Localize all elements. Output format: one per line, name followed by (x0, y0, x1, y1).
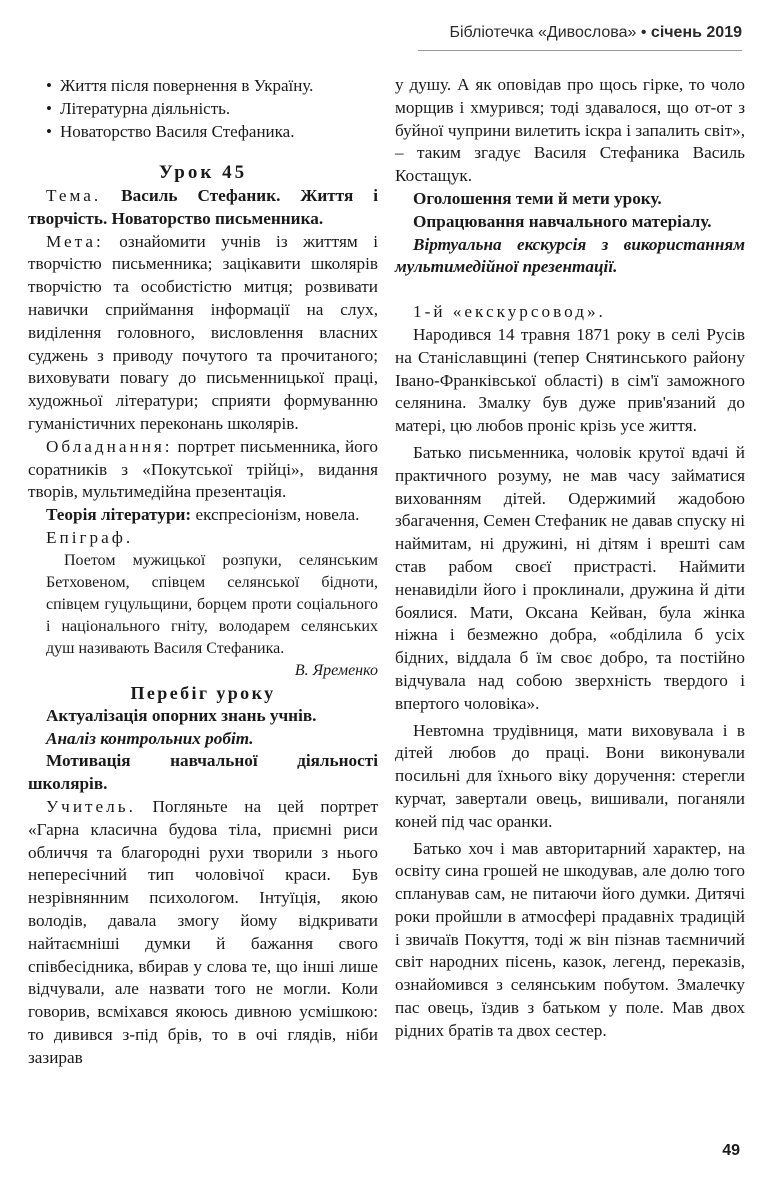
right-column (395, 74, 745, 1043)
step-heading: Опрацювання навчального матеріалу. (413, 211, 712, 231)
lesson-title: Урок 45 (158, 162, 248, 183)
spacer (395, 279, 745, 301)
left-column (28, 74, 378, 1070)
epigraph-label: Епіграф. (46, 527, 134, 547)
theory-label: Теорія літератури: (46, 505, 192, 525)
teacher-text: Погляньте на цей портрет «Гарна класична будова тіла, приємні риси обличчя та благородні рухи творили з нього непересічний тип чоловічої краси. Був незрівнянним психологом. Інтуїція, якою володів, давала змогу йому відкривати найтаємніші думки й бажання свого співбесідника, вбирав у слова те, що інші лише відчували, але назвати того не могли. Коли говорив, всміхався якоюсь дивною усмішкою: то дивився з-під брів, то в очі глядів, ніби зазирав (28, 796, 379, 1067)
step-heading: Актуалізація опорних знань учнів. (46, 705, 317, 725)
theory-text: експресіонізм, новела. (195, 505, 360, 525)
continuation-paragraph: у душу. А як оповідав про щось гірке, то чоло морщив і хмурився; тоді здавалося, що от-от з буйної чуприни вилетить іскра і запалить світ», – таким згадує Василя Стефаника Василь Костащук. (395, 75, 745, 186)
plan-item: • Новаторство Василя Стефаника. (60, 120, 378, 143)
plan-item: • Літературна діяльність. (60, 97, 378, 120)
issue-date: січень 2019 (650, 24, 742, 41)
goal-paragraph (28, 231, 378, 436)
section-title: Перебіг уроку (130, 682, 276, 703)
equipment-text: портрет письменника, його соратників з «Покутської трійці», видання творів, мультимедійна презентація. (28, 436, 378, 502)
step-heading: Аналіз контрольних робіт. (46, 728, 254, 748)
topic-label: Тема. (46, 186, 102, 205)
header-separator: • (640, 24, 647, 41)
guide-label: 1-й «екскурсовод». (413, 302, 606, 322)
equipment-paragraph (28, 436, 378, 504)
theory-paragraph (28, 504, 378, 527)
goal-label: Мета: (46, 231, 104, 251)
plan-item: • Життя після повернення в Україну. (60, 74, 378, 97)
topic-paragraph (28, 185, 378, 231)
body-paragraph: Батько хоч і мав авторитарний характер, на освіту сина грошей не шкодував, але долю того спланував сам, не питаючи його думки. Дитячі роки пройшли в атмосфері прадавніх традицій і звичаїв Покуття, тоді ж він пізнав таємничий світ народних пісень, казок, легенд, переказів, ознайомився з селянським побутом. Змалечку пас овець, їздив з батьком у поле. Мав двох рідних братів та двох сестер. (395, 838, 745, 1040)
body-paragraph: Невтомна трудівниця, мати виховувала і в дітей любов до праці. Вони виконували посильні для їхнього віку доручення: стерегли курчат, завертали овець, вишивали, поганяли коней під час оранки. (395, 720, 745, 831)
body-paragraph: Батько письменника, чоловік крутої вдачі й практичного розуму, не мав часу займатися вихованням дітей. Одержимий жадобою збагачення, Семен Стефаник не давав спуску ні наймитам, ні дружині, ні дітям і врешті сам став рабом своєї пристрасті. Наймити ненавиділи його і проклинали, дружина й діти боялися. Мати, Оксана Кейван, була жінка ніжна і безмежно добра, «обділила б усіх бідних, віддала б їм своє добро, та постійно відчувала над собою зверхність твердого і впертого чоловіка». (395, 442, 745, 713)
plan-list (28, 74, 378, 143)
step-heading: Віртуальна екскурсія з використанням мультимедійної презентації. (395, 234, 745, 277)
header-rule (418, 50, 742, 51)
equipment-label: Обладнання: (46, 436, 173, 456)
publication-name: Бібліотечка «Дивослова» (449, 24, 637, 41)
teacher-label: Учитель. (46, 796, 136, 816)
epigraph-text: Поетом мужицької розпуки, селянським Бетховеном, співцем селянської бідноти, співцем гуцульщини, борцем проти соціального і національного гніту, володарем селянських душ називають Василя Стефаника. (46, 551, 378, 657)
body-paragraph: Народився 14 травня 1871 року в селі Русів на Станіславщині (тепер Снятинського району Івано-Франківської області) в сім'ї заможного селянина. Змалку був дуже прив'язаний до матері, цю любов проніс крізь усе життя. (395, 324, 745, 436)
goal-text: ознайомити учнів із життям і творчістю письменника; зацікавити школярів творчістю та особистістю митця; розвивати навички сприймання інформації на слух, виділення головного, висловлення власних суджень з приводу почутого та прочитаного; виховувати повагу до письменницької праці, художньої літератури; сприяти формуванню гуманістичних переконань школярів. (28, 231, 378, 433)
topic-text: Василь Стефаник. Життя і творчість. Новаторство письменника. (28, 186, 378, 228)
epigraph-author: В. Яременко (294, 661, 378, 679)
step-heading: Оголошення теми й мети уроку. (413, 188, 662, 208)
running-header (450, 24, 743, 42)
step-heading: Мотивація навчальної діяльності школярів. (28, 751, 378, 794)
teacher-paragraph (28, 796, 378, 1070)
page-number: 49 (722, 1142, 740, 1159)
